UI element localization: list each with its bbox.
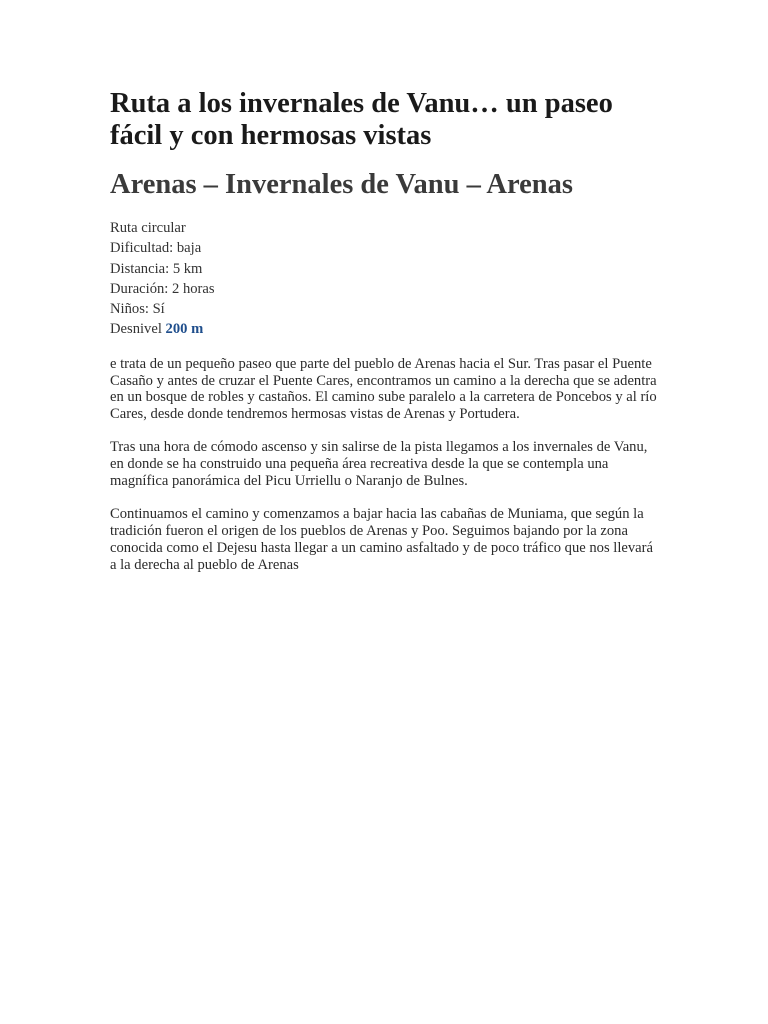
elevation-value: 200 m xyxy=(165,321,204,338)
paragraph-intro: e trata de un pequeño paseo que parte del pueblo de Arenas hacia el Sur. Tras pasar el Puente Casaño y antes de cruzar el Puente Cares, encontramos un camino a la derecha que se adentra en un bosque de robles y castaños. El camino sube paralelo a la carretera de Poncebos y al río Cares, desde donde tendremos hermosas vistas de Arenas y Portudera. xyxy=(110,355,657,423)
fact-duration: Duración: 2 horas xyxy=(110,280,215,297)
article xyxy=(110,88,658,574)
article-subtitle: Arenas – Invernales de Vanu – Arenas xyxy=(110,169,573,200)
route-facts-list xyxy=(110,218,658,340)
fact-route-type: Ruta circular xyxy=(110,220,186,236)
fact-elevation xyxy=(110,319,658,339)
article-title: Ruta a los invernales de Vanu… un paseo fácil y con hermosas vistas xyxy=(110,88,613,151)
paragraph-ascent: Tras una hora de cómodo ascenso y sin salirse de la pista llegamos a los invernales de Vanu, en donde se ha construido una pequeña área recreativa desde la que se contempla una magnífica panorámica del Picu Urriellu o Naranjo de Bulnes. xyxy=(110,439,648,490)
fact-difficulty: Dificultad: baja xyxy=(110,240,202,257)
paragraph-descent: Continuamos el camino y comenzamos a bajar hacia las cabañas de Muniama, que según la tradición fueron el origen de los pueblos de Arenas y Poo. Seguimos bajando por la zona conocida como el Dejesu hasta llegar a un camino asfaltado y de poco tráfico que nos llevará a la derecha al pueblo de Arenas xyxy=(110,506,653,573)
elevation-label: Desnivel xyxy=(110,321,162,338)
fact-children: Niños: Sí xyxy=(110,301,165,318)
fact-distance: Distancia: 5 km xyxy=(110,260,203,277)
